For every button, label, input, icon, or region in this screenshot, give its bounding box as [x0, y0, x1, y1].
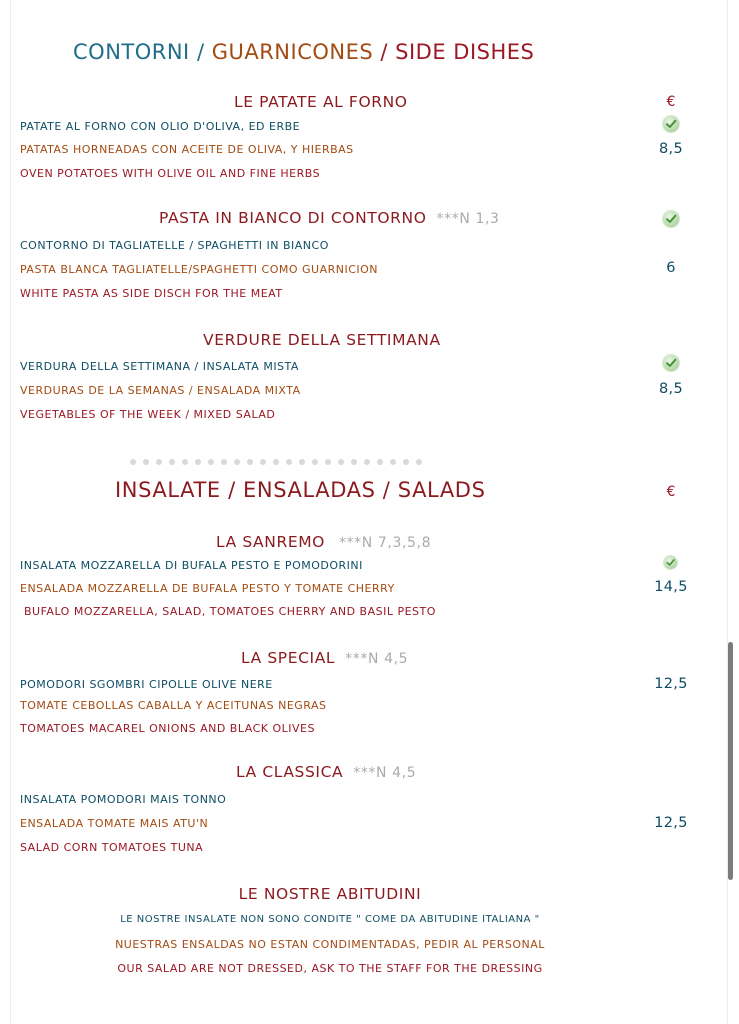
vegetarian-check-icon: [663, 355, 679, 371]
item-description-en: BUFALO MOZZARELLA, SALAD, TOMATOES CHERRY AND BASIL PESTO: [24, 605, 436, 618]
menu-item-title: LE PATATE AL FORNO: [234, 93, 408, 111]
menu-item-title: LA CLASSICA: [236, 763, 344, 781]
item-price: 8,5: [659, 141, 683, 157]
menu-item-title: PASTA IN BIANCO DI CONTORNO: [159, 209, 427, 227]
title-side-dishes: SIDE DISHES: [395, 40, 535, 64]
allergen-codes: ***N 1,3: [436, 211, 500, 227]
item-description-es: ENSALADA TOMATE MAIS ATU'N: [20, 817, 209, 830]
menu-item-title-row: [216, 533, 431, 551]
vertical-scrollbar[interactable]: [728, 642, 733, 880]
menu-item-title: LA SPECIAL: [241, 649, 336, 667]
item-description-it: POMODORI SGOMBRI CIPOLLE OLIVE NERE: [20, 678, 273, 691]
item-description-en: TOMATOES MACAREL ONIONS AND BLACK OLIVES: [20, 722, 315, 735]
allergen-codes: ***N 4,5: [353, 765, 417, 781]
item-price: 12,5: [654, 676, 688, 692]
item-description-it: PATATE AL FORNO CON OLIO D'OLIVA, ED ERBE: [20, 120, 301, 133]
section-divider: [130, 459, 422, 465]
title-separator: /: [189, 40, 212, 64]
allergen-codes: ***N 7,3,5,8: [338, 535, 432, 551]
item-description-it: CONTORNO DI TAGLIATELLE / SPAGHETTI IN BIANCO: [20, 239, 329, 252]
title-contorni: CONTORNI: [73, 40, 190, 64]
item-price: 6: [666, 260, 676, 276]
page-left-edge: [10, 0, 11, 1024]
item-description-es: TOMATE CEBOLLAS CABALLA Y ACEITUNAS NEGRAS: [20, 699, 327, 712]
item-description-it: VERDURA DELLA SETTIMANA / INSALATA MISTA: [20, 360, 299, 373]
item-description-es: PATATAS HORNEADAS CON ACEITE DE OLIVA, Y HIERBAS: [20, 143, 354, 156]
item-description-en: VEGETABLES OF THE WEEK / MIXED SALAD: [20, 408, 276, 421]
item-price: 14,5: [654, 579, 688, 595]
habits-note-it: LE NOSTRE INSALATE NON SONO CONDITE " COME DA ABITUDINE ITALIANA ": [120, 914, 540, 925]
currency-symbol: €: [666, 484, 676, 500]
page-title: [73, 40, 534, 64]
menu-item-title-row: [236, 763, 416, 781]
vegetarian-check-icon: [663, 211, 679, 227]
menu-item-title-row: [241, 649, 408, 667]
item-description-en: WHITE PASTA AS SIDE DISCH FOR THE MEAT: [20, 287, 283, 300]
item-description-en: OVEN POTATOES WITH OLIVE OIL AND FINE HERBS: [20, 167, 321, 180]
item-price: 8,5: [659, 381, 683, 397]
item-description-it: INSALATA POMODORI MAIS TONNO: [20, 793, 227, 806]
currency-symbol: €: [666, 94, 676, 110]
section-title-salads: INSALATE / ENSALADAS / SALADS: [115, 478, 486, 502]
item-description-it: INSALATA MOZZARELLA DI BUFALA PESTO E POMODORINI: [20, 559, 363, 572]
menu-item-title: VERDURE DELLA SETTIMANA: [203, 331, 441, 349]
allergen-codes: ***N 4,5: [345, 651, 409, 667]
menu-item-title-row: [159, 209, 500, 227]
item-description-es: VERDURAS DE LA SEMANAS / ENSALADA MIXTA: [20, 384, 301, 397]
habits-note-en: OUR SALAD ARE NOT DRESSED, ASK TO THE STAFF FOR THE DRESSING: [117, 962, 543, 975]
habits-note-es: NUESTRAS ENSALDAS NO ESTAN CONDIMENTADAS, PEDIR AL PERSONAL: [115, 938, 545, 951]
title-separator: /: [373, 40, 396, 64]
vegetarian-check-icon: [664, 556, 677, 569]
item-description-en: SALAD CORN TOMATOES TUNA: [20, 841, 204, 854]
item-description-es: PASTA BLANCA TAGLIATELLE/SPAGHETTI COMO GUARNICION: [20, 263, 379, 276]
vegetarian-check-icon: [663, 116, 679, 132]
title-guarnicones: GUARNICONES: [211, 40, 374, 64]
menu-item-title: LA SANREMO: [216, 533, 325, 551]
item-price: 12,5: [654, 815, 688, 831]
item-description-es: ENSALADA MOZZARELLA DE BUFALA PESTO Y TOMATE CHERRY: [20, 582, 395, 595]
habits-title: LE NOSTRE ABITUDINI: [238, 885, 422, 903]
